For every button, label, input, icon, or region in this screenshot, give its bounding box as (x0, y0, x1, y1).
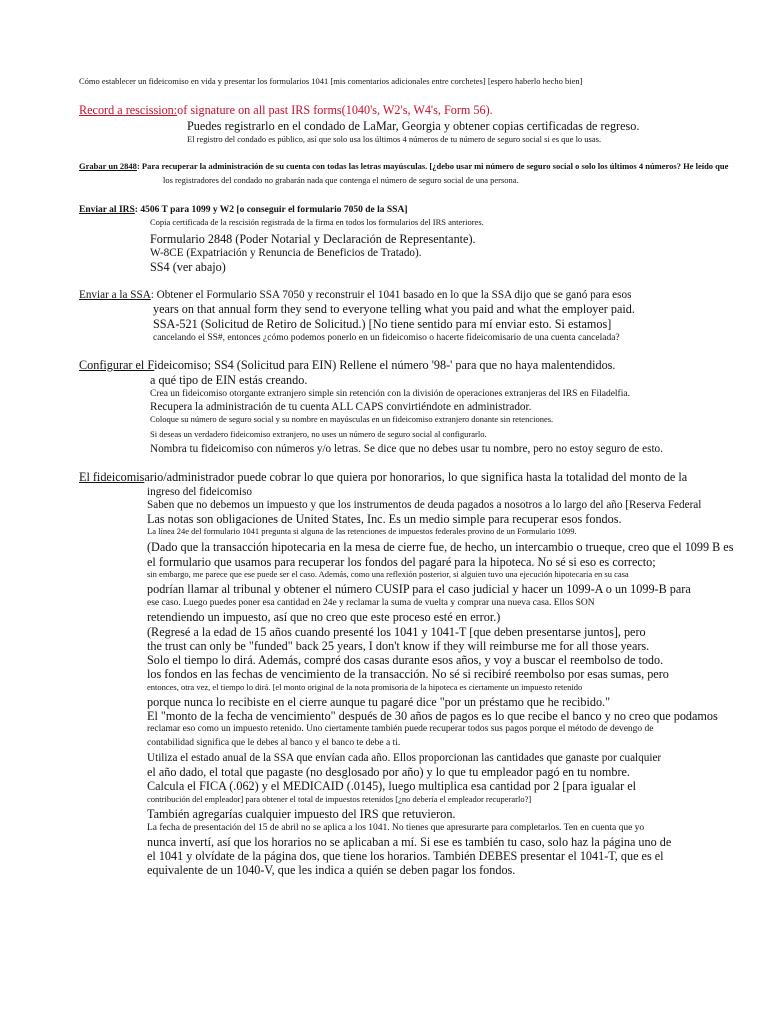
section-heading-irs (79, 205, 408, 215)
section6-line: contabilidad significa que le debes al banco y el banco te debe a ti. (147, 738, 401, 748)
heading-label: Record a rescission: (79, 103, 178, 117)
section5-line: Si deseas un verdadero fideicomiso extranjero, no uses un número de seguro social al configurarlo. (150, 429, 487, 439)
section6-line: La línea 24e del formulario 1041 pregunta si alguna de las retenciones de impuestos federales provino de un Formulario 1099. (147, 526, 577, 536)
section6-line: nunca invertí, así que los horarios no se aplicaban a mí. Si ese es también tu caso, solo haz la página uno de (147, 835, 672, 849)
section-heading-2848 (79, 162, 728, 171)
heading-label: Enviar al IRS (79, 205, 135, 215)
section1-line: Puedes registrarlo en el condado de LaMar, Georgia y obtener copias certificadas de regreso. (187, 119, 640, 133)
section6-line: Utiliza el estado anual de la SSA que envían cada año. Ellos proporcionan las cantidades que ganaste por cualquier (147, 752, 662, 764)
section6-line: sin embargo, me parece que ese puede ser el caso. Además, como una reflexión posterior, si alguien tuvo una ejecución hipotecaria en su casa (147, 569, 629, 579)
section3-line: W-8CE (Expatriación y Renuncia de Beneficios de Tratado). (150, 247, 422, 259)
section5-line: Crea un fideicomiso otorgante extranjero simple sin retención con la división de operaciones extranjeras del IRS en Filadelfia. (150, 389, 630, 399)
section4-line: SSA-521 (Solicitud de Retiro de Solicitud.) [No tiene sentido para mí enviar esto. Si estamos] (153, 317, 612, 331)
section6-line: los fondos en las fechas de vencimiento de la transacción. No sé si recibiré reembolso por esas sumas, pero (147, 667, 669, 681)
section-heading-trust-setup (79, 359, 615, 372)
heading-text: : 4506 T para 1099 y W2 [o conseguir el formulario 7050 de la SSA] (134, 205, 408, 215)
section1-line: El registro del condado es público, así que solo usa los últimos 4 números de tu número de seguro social si es que lo usas. (187, 134, 602, 144)
section6-line: retendiendo un impuesto, así que no creo que este proceso esté en error.) (147, 610, 501, 624)
section6-line: reclamar eso como un impuesto retenido. Uno ciertamente también puede recuperar todos sus pagos porque el método de devengo de (147, 724, 654, 734)
heading-label: Configurar el F (79, 358, 155, 372)
section3-line: Copia certificada de la rescisión registrada de la firma en todos los formularios del IRS anteriores. (150, 217, 484, 227)
heading-label: Enviar a la SSA (79, 289, 151, 301)
heading-text: : Obtener el Formulario SSA 7050 y reconstruir el 1041 basado en lo que la SSA dijo que se ganó para esos (150, 289, 632, 301)
section4-line: cancelando el SS#, entonces ¿cómo podemos ponerlo en un fideicomiso o hacerte fideicomisario de una cuenta cancelada? (153, 333, 620, 343)
section6-line: el 1041 y olvídate de la página dos, que tiene los horarios. También DEBES presentar el 1041-T, que es el (147, 849, 664, 863)
heading-label: El fideicomis (79, 470, 145, 484)
section6-line: (Dado que la transacción hipotecaria en la mesa de cierre fue, de hecho, un intercambio o trueque, creo que el 1099 B es (147, 540, 734, 554)
section6-line: ese caso. Luego puedes poner esa cantidad en 24e y reclamar la suma de vuelta y comprar una nueva casa. Ellos SON (147, 598, 595, 608)
heading-text: of signature on all past IRS forms(1040's, W2's, W4's, Form 56). (177, 103, 493, 117)
section6-line: La fecha de presentación del 15 de abril no se aplica a los 1041. No tienes que apresurarte para completarlos. Ten en cuenta que yo (147, 823, 645, 833)
heading-text: ideicomiso; SS4 (Solicitud para EIN) Rellene el número '98-' para que no haya malentendidos. (154, 358, 616, 372)
section6-line: ingreso del fideicomiso (147, 486, 253, 498)
section6-line: the trust can only be "funded" back 25 years, I don't know if they will reimburse me for all those years. (147, 639, 650, 653)
heading-text: : Para recuperar la administración de su cuenta con todas las letras mayúsculas. [¿debo usar mi número de seguro social o solo los últimos 4 números? He leído que (136, 161, 729, 171)
section6-line: El "monto de la fecha de vencimiento" después de 30 años de pagos es lo que recibe el banco y no creo que podamos (147, 709, 718, 723)
section6-line: Las notas son obligaciones de United States, Inc. Es un medio simple para recuperar esos fondos. (147, 512, 622, 526)
section3-line: Formulario 2848 (Poder Notarial y Declaración de Representante). (150, 232, 476, 246)
section6-line: (Regresé a la edad de 15 años cuando presenté los 1041 y 1041-T [que deben presentarse juntos], pero (147, 625, 646, 639)
heading-label: Grabar un 2848 (79, 161, 137, 171)
section6-line: contribución del empleador] para obtener el total de impuestos retenidos [¿no debería el empleador recuperarlo?] (147, 794, 532, 804)
section4-line: years on that annual form they send to everyone telling what you paid and what the employer paid. (153, 302, 635, 316)
section6-line: Saben que no debemos un impuesto y que los instrumentos de deuda pagados a nosotros a lo largo del año [Reserva Federal (147, 499, 702, 511)
section5-line: a qué tipo de EIN estás creando. (150, 373, 308, 387)
section-heading-ssa (79, 289, 631, 301)
section5-line: Nombra tu fideicomiso con números y/o letras. Se dice que no debes usar tu nombre, pero no estoy seguro de esto. (150, 443, 663, 455)
section5-line: Recupera la administración de tu cuenta ALL CAPS convirtiéndote en administrador. (150, 401, 532, 413)
section2-line: los registradores del condado no grabarán nada que contenga el número de seguro social de una persona. (163, 175, 519, 185)
section5-line: Coloque su número de seguro social y su nombre en mayúsculas en un fideicomiso extranjero donante sin retenciones. (150, 414, 554, 424)
section6-line: el año dado, el total que pagaste (no desglosado por año) y lo que tu empleador pagó en tu nombre. (147, 765, 630, 779)
document-title: Cómo establecer un fideicomiso en vida y presentar los formularios 1041 [mis comentarios adicionales entre corchetes] [espero haberlo hecho bien] (79, 76, 583, 86)
section6-line: el formulario que usamos para recuperar los fondos del pagaré para la hipoteca. No sé si eso es correcto; (147, 555, 656, 569)
section6-line: equivalente de un 1040-V, que les indica a quién se deben pagar los fondos. (147, 863, 516, 877)
section6-line: También agregarías cualquier impuesto del IRS que retuvieron. (147, 807, 456, 821)
section-heading-rescission (79, 104, 493, 117)
section6-line: podrían llamar al tribunal y obtener el número CUSIP para el caso judicial y hacer un 1099-A o un 1099-B para (147, 582, 691, 596)
heading-text: ario/administrador puede cobrar lo que quiera por honorarios, lo que significa hasta la totalidad del monto de la (144, 470, 688, 484)
section6-line: Calcula el FICA (.062) y el MEDICAID (.0145), luego multiplica esa cantidad por 2 [para igualar el (147, 779, 637, 793)
section3-line: SS4 (ver abajo) (150, 260, 226, 274)
section-heading-trustee (79, 471, 687, 484)
section6-line: Solo el tiempo lo dirá. Además, compré dos casas durante esos años, y voy a buscar el reembolso de todo. (147, 653, 664, 667)
section6-line: entonces, otra vez, el tiempo lo dirá. [el monto original de la nota promisoria de la hipoteca es ciertamente un impuesto retenido (147, 682, 583, 692)
section6-line: porque nunca lo recibiste en el cierre aunque tu pagaré dice "por un préstamo que he recibido." (147, 695, 611, 709)
